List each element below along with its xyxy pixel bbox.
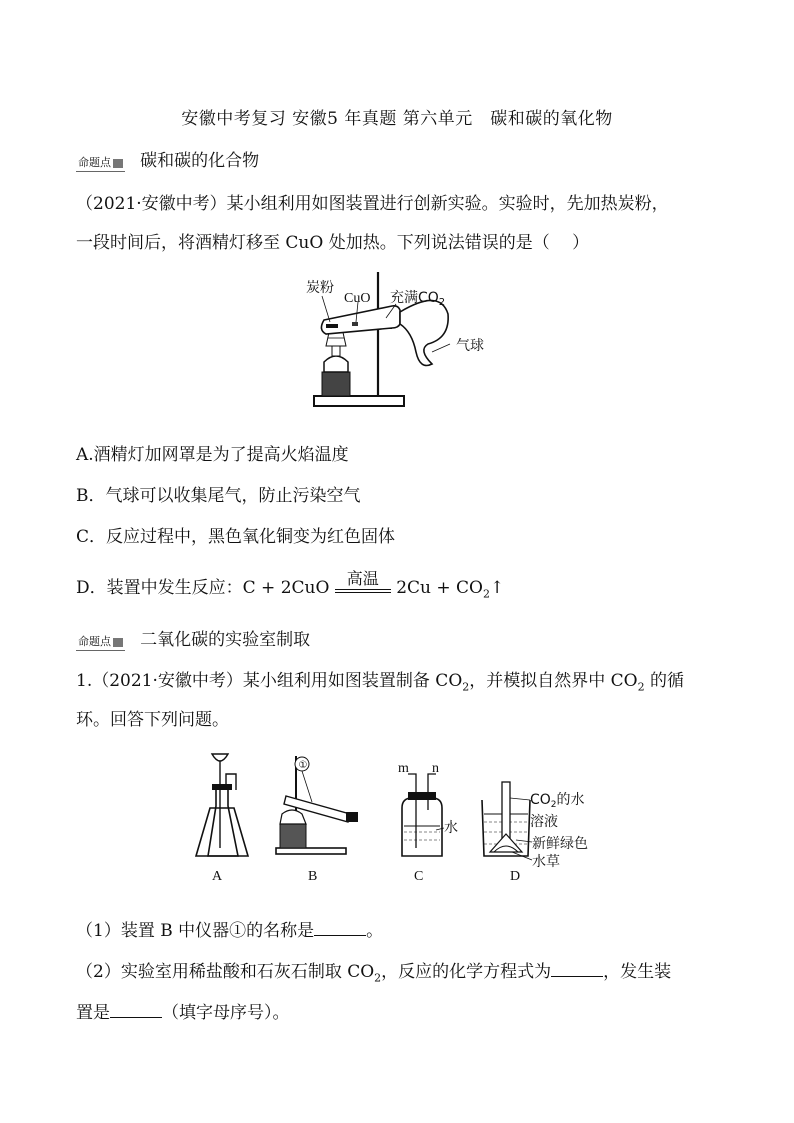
topic-tag-2: 命题点: [76, 633, 125, 651]
figure-co2-apparatus: [186, 748, 606, 890]
topic-tag-icon: [113, 638, 123, 647]
label-carbon-powder: 炭粉: [306, 280, 334, 296]
section-header-2: [76, 625, 310, 651]
label-b: B: [308, 869, 318, 884]
reaction-condition: 高温: [335, 580, 391, 593]
answer-blank-2[interactable]: [551, 962, 603, 977]
label-a: A: [212, 869, 223, 884]
topic-tag-1: 命题点: [76, 154, 125, 172]
section-header-1: [76, 146, 259, 172]
topic-tag-icon: [113, 159, 123, 168]
label-balloon: 气球: [456, 338, 484, 354]
option-d: D．装置中发生反应：C + 2CuO 高温 $2Cu + CO_2↑$: [76, 569, 505, 601]
sub-question-1: （1）装置 B 中仪器①的名称是 。: [76, 921, 384, 941]
apparatus-c: [398, 761, 458, 884]
question-1-line-2: 一段时间后，将酒精灯移至 CuO 处加热。下列说法错误的是（ ）: [76, 233, 590, 253]
section-title-2: 二氧化碳的实验室制取: [140, 630, 311, 650]
label-solution: 溶液: [530, 814, 558, 830]
label-co2-water: $CO_2$的水: [530, 792, 585, 810]
label-c: C: [414, 869, 424, 884]
question-1-line-1: （2021·安徽中考）某小组利用如图装置进行创新实验。实验时，先加热炭粉，: [76, 194, 669, 214]
label-water: 水: [444, 820, 458, 836]
label-m: m: [398, 761, 409, 776]
sub-question-2-line-1: （2）实验室用稀盐酸和石灰石制取 $CO_2$，反应的化学方程式为 ，发生装: [76, 962, 672, 985]
label-fresh-green: 新鲜绿色: [532, 836, 588, 852]
label-waterweed: 水草: [532, 854, 560, 870]
option-c: C．反应过程中，黑色氧化铜变为红色固体: [76, 527, 396, 547]
apparatus-a: [196, 754, 248, 884]
sub-question-2-line-2: 置是 （填字母序号）。: [76, 1003, 290, 1023]
label-circle-1: ①: [298, 760, 308, 771]
section-title-1: 碳和碳的化合物: [140, 151, 260, 171]
label-d: D: [510, 869, 521, 884]
answer-blank-1[interactable]: [314, 921, 366, 936]
option-b: B．气球可以收集尾气，防止污染空气: [76, 486, 361, 506]
answer-blank-3[interactable]: [110, 1003, 162, 1018]
label-cuo: CuO: [344, 291, 371, 306]
apparatus-d: [482, 782, 588, 884]
page-title: 安徽中考复习 安徽5 年真题 第六单元 碳和碳的氧化物: [181, 109, 613, 129]
apparatus-b: [276, 756, 358, 884]
label-co2-filled: 充满$CO_2$: [390, 290, 446, 308]
label-n: n: [432, 761, 439, 776]
figure-carbon-reduction: [300, 268, 510, 414]
option-a: A.酒精灯加网罩是为了提高火焰温度: [76, 445, 349, 465]
question-2-line-2: 环。回答下列问题。: [76, 710, 229, 730]
question-2-line-1: 1.（2021·安徽中考）某小组利用如图装置制备 $CO_2$，并模拟自然界中 $CO_2$ 的循: [76, 671, 685, 694]
